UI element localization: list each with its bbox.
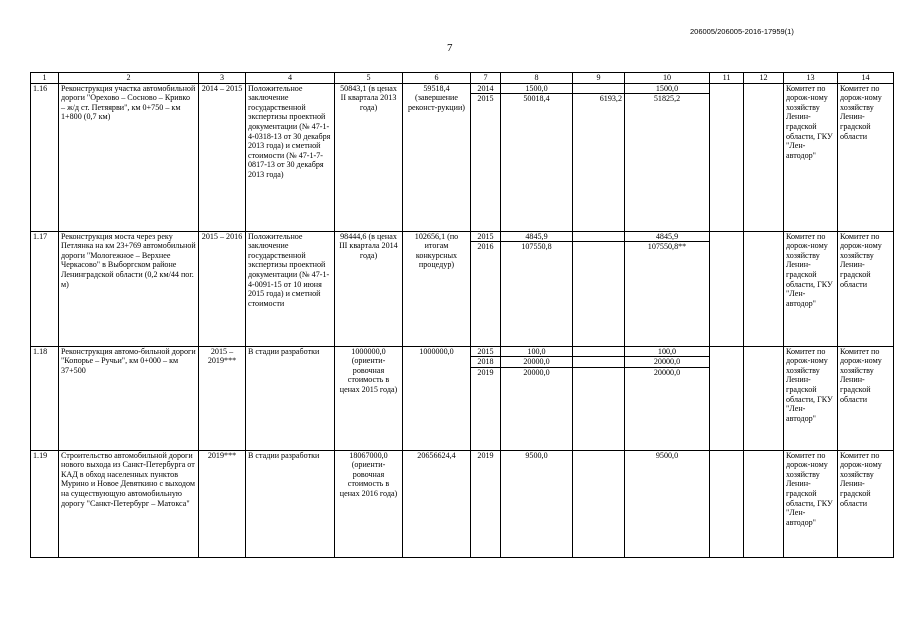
column-header-2: 2 bbox=[59, 73, 199, 84]
implementation-period: 2015 – 2019*** bbox=[199, 346, 246, 450]
funding-total bbox=[501, 346, 573, 450]
funding-total bbox=[501, 231, 573, 346]
funding-total bbox=[501, 450, 573, 557]
object-name: Реконструкция участка автомобильной дороги "Орехово – Сосново – Кривко – ж/д ст. Петяярви", км 0+750 – км 1+800 (0,7 км) bbox=[59, 83, 199, 231]
funding-federal-value bbox=[575, 347, 622, 357]
funding-total-value: 107550,8 bbox=[501, 241, 572, 252]
customer: Комитет по дорож-ному хозяйству Ленин-градской области, ГКУ "Лен-автодор" bbox=[784, 83, 838, 231]
funding-federal-value: 6193,2 bbox=[573, 93, 624, 104]
total-cost: 59518,4 (завершение реконст-рукции) bbox=[403, 83, 471, 231]
row-number: 1.18 bbox=[31, 346, 59, 450]
funding-years bbox=[471, 83, 501, 231]
funding-col-11 bbox=[710, 83, 744, 231]
funding-regional-value: 4845,9 bbox=[655, 231, 679, 241]
object-name: Реконструкция автомо-бильной дороги "Копорье – Ручьи", км 0+000 – км 37+500 bbox=[59, 346, 199, 450]
estimated-cost: 98444,6 (в ценах III квартала 2014 года) bbox=[335, 231, 403, 346]
funding-col-12 bbox=[744, 450, 784, 557]
funding-total bbox=[501, 83, 573, 231]
funding-col-11 bbox=[710, 231, 744, 346]
column-header-1: 1 bbox=[31, 73, 59, 84]
table-row bbox=[31, 450, 894, 557]
column-header-9: 9 bbox=[573, 73, 625, 84]
funding-regional-value: 107550,8** bbox=[625, 241, 709, 252]
implementation-period: 2019*** bbox=[199, 450, 246, 557]
funding-federal bbox=[573, 83, 625, 231]
column-header-12: 12 bbox=[744, 73, 784, 84]
program-table bbox=[30, 72, 894, 558]
column-header-5: 5 bbox=[335, 73, 403, 84]
customer: Комитет по дорож-ному хозяйству Ленин-градской области, ГКУ "Лен-автодор" bbox=[784, 450, 838, 557]
funding-years-value: 2014 bbox=[477, 83, 494, 93]
funding-total-value: 50018,4 bbox=[501, 93, 572, 104]
funding-regional-value: 100,0 bbox=[657, 346, 677, 356]
funding-years-value: 2015 bbox=[477, 231, 494, 241]
funding-years-value: 2019 bbox=[477, 450, 494, 460]
page-number: 7 bbox=[447, 42, 453, 54]
funding-years-value: 2018 bbox=[471, 356, 500, 367]
total-cost: 20656624,4 bbox=[403, 450, 471, 557]
estimated-cost: 1000000,0 (ориенти-ровочная стоимость в ценах 2015 года) bbox=[335, 346, 403, 450]
total-cost: 102656,1 (по итогам конкурсных процедур) bbox=[403, 231, 471, 346]
funding-regional-value: 1500,0 bbox=[655, 83, 679, 93]
expertise-status: Положительное заключение государственной экспертизы проектной документации (№ 47-1-4-0318-13 от 30 декабря 2013 года) и сметной стоимости (№ 47-1-7-0817-13 от 30 декабря 2013 года) bbox=[246, 83, 335, 231]
funding-regional-value: 20000,0 bbox=[625, 356, 709, 367]
responsible: Комитет по дорож-ному хозяйству Ленин-градской области bbox=[838, 346, 894, 450]
funding-federal-value bbox=[573, 241, 624, 252]
column-header-14: 14 bbox=[838, 73, 894, 84]
expertise-status: В стадии разработки bbox=[246, 346, 335, 450]
funding-regional bbox=[625, 346, 710, 450]
funding-federal-value bbox=[573, 356, 624, 367]
funding-regional bbox=[625, 83, 710, 231]
funding-regional-value: 51825,2 bbox=[625, 93, 709, 104]
expertise-status: В стадии разработки bbox=[246, 450, 335, 557]
header-row bbox=[31, 73, 894, 84]
column-header-7: 7 bbox=[471, 73, 501, 84]
column-header-10: 10 bbox=[625, 73, 710, 84]
implementation-period: 2015 – 2016 bbox=[199, 231, 246, 346]
funding-total-value: 1500,0 bbox=[525, 83, 548, 93]
funding-total-value: 20000,0 bbox=[501, 367, 572, 378]
funding-col-12 bbox=[744, 83, 784, 231]
object-name: Строительство автомобильной дороги нового выхода из Санкт-Петербурга от КАД в обход населенных пунктов Мурино и Новое Девяткино с выходом на существующую автомобильную дорогу "Санкт-Петербург – Матокса" bbox=[59, 450, 199, 557]
table-row bbox=[31, 231, 894, 346]
column-header-3: 3 bbox=[199, 73, 246, 84]
funding-col-12 bbox=[744, 231, 784, 346]
column-header-8: 8 bbox=[501, 73, 573, 84]
responsible: Комитет по дорож-ному хозяйству Ленин-градской области bbox=[838, 450, 894, 557]
column-header-11: 11 bbox=[710, 73, 744, 84]
funding-col-11 bbox=[710, 346, 744, 450]
funding-federal bbox=[573, 450, 625, 557]
funding-regional-value: 20000,0 bbox=[625, 367, 709, 378]
funding-total-value: 4845,9 bbox=[525, 231, 548, 241]
funding-federal-value bbox=[575, 451, 622, 461]
funding-years-value: 2015 bbox=[471, 93, 500, 104]
customer: Комитет по дорож-ному хозяйству Ленин-градской области, ГКУ "Лен-автодор" bbox=[784, 231, 838, 346]
funding-col-11 bbox=[710, 450, 744, 557]
funding-federal-value bbox=[573, 367, 624, 378]
funding-years-value: 2015 bbox=[477, 346, 494, 356]
document-id: 206005/206005-2016-17959(1) bbox=[690, 27, 794, 36]
column-header-13: 13 bbox=[784, 73, 838, 84]
row-number: 1.19 bbox=[31, 450, 59, 557]
customer: Комитет по дорож-ному хозяйству Ленин-градской области, ГКУ "Лен-автодор" bbox=[784, 346, 838, 450]
funding-years-value: 2016 bbox=[471, 241, 500, 252]
funding-total-value: 100,0 bbox=[527, 346, 546, 356]
funding-col-12 bbox=[744, 346, 784, 450]
column-header-4: 4 bbox=[246, 73, 335, 84]
estimated-cost: 50843,1 (в ценах II квартала 2013 года) bbox=[335, 83, 403, 231]
estimated-cost: 18067000,0 (ориенти-ровочная стоимость в ценах 2016 года) bbox=[335, 450, 403, 557]
funding-federal-value bbox=[575, 84, 622, 94]
funding-regional-value: 9500,0 bbox=[655, 450, 679, 460]
total-cost: 1000000,0 bbox=[403, 346, 471, 450]
object-name: Реконструкция моста через реку Петлянка на км 23+769 автомобильной дороги "Мологежное – Верхнее Черкасово" в Выборгском районе Ленинградской области (0,2 км/44 пог. м) bbox=[59, 231, 199, 346]
funding-regional bbox=[625, 450, 710, 557]
column-header-6: 6 bbox=[403, 73, 471, 84]
funding-federal bbox=[573, 346, 625, 450]
funding-total-value: 9500,0 bbox=[525, 450, 548, 460]
funding-federal bbox=[573, 231, 625, 346]
implementation-period: 2014 – 2015 bbox=[199, 83, 246, 231]
row-number: 1.17 bbox=[31, 231, 59, 346]
funding-total-value: 20000,0 bbox=[501, 356, 572, 367]
table-row bbox=[31, 83, 894, 231]
row-number: 1.16 bbox=[31, 83, 59, 231]
expertise-status: Положительное заключение государственной экспертизы проектной документации (№ 47-1-4-0091-15 от 10 июня 2015 года) и сметной стоимости bbox=[246, 231, 335, 346]
funding-years bbox=[471, 346, 501, 450]
funding-years-value: 2019 bbox=[471, 367, 500, 378]
funding-federal-value bbox=[575, 232, 622, 242]
table-row bbox=[31, 346, 894, 450]
funding-regional bbox=[625, 231, 710, 346]
responsible: Комитет по дорож-ному хозяйству Ленин-градской области bbox=[838, 231, 894, 346]
funding-years bbox=[471, 450, 501, 557]
funding-years bbox=[471, 231, 501, 346]
responsible: Комитет по дорож-ному хозяйству Ленин-градской области bbox=[838, 83, 894, 231]
